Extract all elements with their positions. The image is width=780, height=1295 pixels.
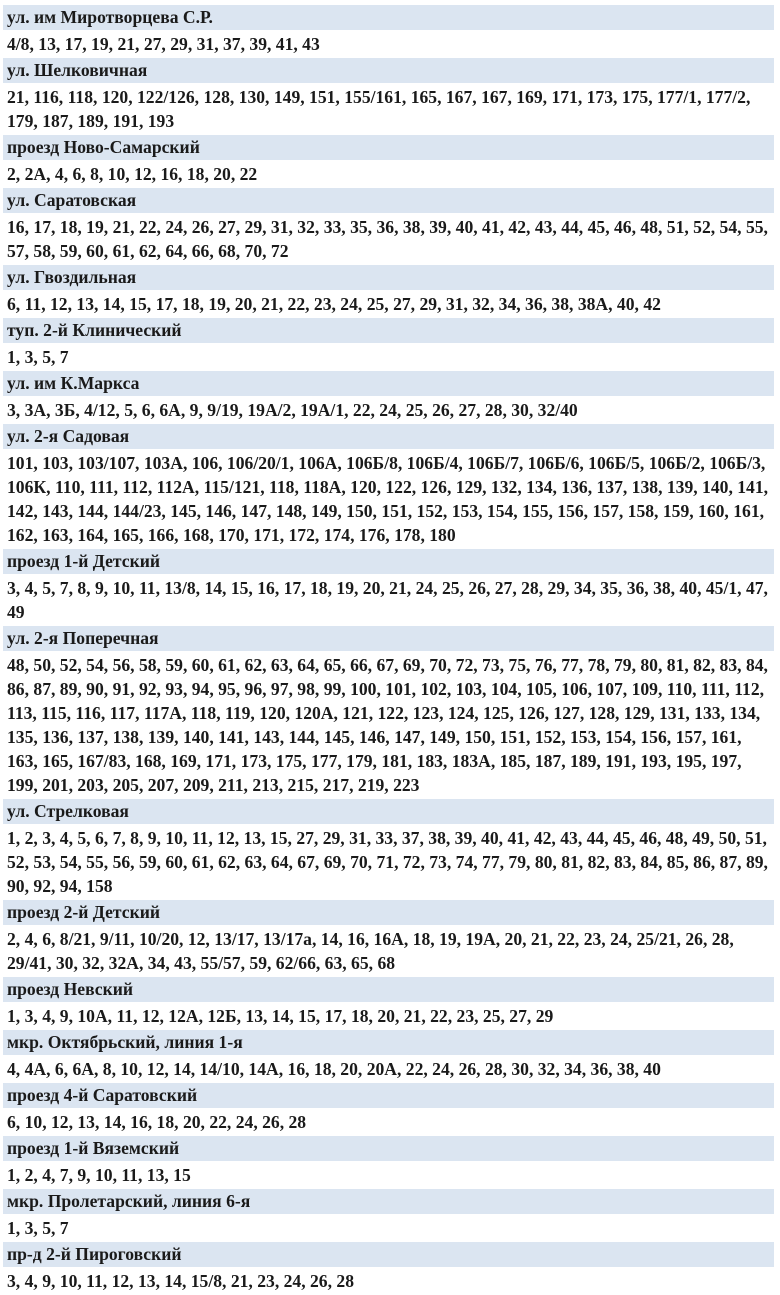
house-numbers-row <box>3 652 774 799</box>
house-numbers-row <box>3 575 774 626</box>
street-name-row <box>3 549 774 575</box>
street-name-row <box>3 799 774 825</box>
street-name: проезд 2-й Детский <box>3 900 774 926</box>
house-numbers: 48, 50, 52, 54, 56, 58, 59, 60, 61, 62, 63, 64, 65, 66, 67, 69, 70, 72, 73, 75, 76, 77, 78, 79, 80, 81, 82, 83, 84, 86, 87, 89, 90, 91, 92, 93, 94, 95, 96, 97, 98, 99, 100, 101, 102, 103, 104, 105, 106, 107, 109, 110, 111, 112, 113, 115, 116, 117, 117А, 118, 119, 120, 120А, 121, 122, 123, 124, 125, 126, 127, 128, 129, 131, 133, 134, 135, 136, 137, 138, 139, 140, 141, 143, 144, 145, 146, 147, 149, 150, 151, 152, 153, 154, 156, 157, 161, 163, 165, 167/83, 168, 169, 171, 173, 175, 177, 179, 181, 183, 183А, 185, 187, 189, 191, 193, 195, 197, 199, 201, 203, 205, 207, 209, 211, 213, 215, 217, 219, 223 <box>3 652 774 799</box>
street-name-row <box>3 135 774 161</box>
house-numbers-row <box>3 1056 774 1083</box>
street-name: проезд 4-й Саратовский <box>3 1083 774 1109</box>
street-name-row <box>3 900 774 926</box>
street-name: пр-д 2-й Пироговский <box>3 1242 774 1268</box>
street-name-row <box>3 265 774 291</box>
house-numbers-row <box>3 1268 774 1295</box>
house-numbers: 2, 4, 6, 8/21, 9/11, 10/20, 12, 13/17, 13/17а, 14, 16, 16А, 18, 19, 19А, 20, 21, 22, 23, 24, 25/21, 26, 28, 29/41, 30, 32, 32А, 34, 43, 55/57, 59, 62/66, 63, 65, 68 <box>3 926 774 977</box>
house-numbers: 3, 3А, 3Б, 4/12, 5, 6, 6А, 9, 9/19, 19А/2, 19А/1, 22, 24, 25, 26, 27, 28, 30, 32/40 <box>3 397 774 424</box>
house-numbers: 1, 3, 4, 9, 10А, 11, 12, 12А, 12Б, 13, 14, 15, 17, 18, 20, 21, 22, 23, 25, 27, 29 <box>3 1003 774 1030</box>
house-numbers: 1, 2, 4, 7, 9, 10, 11, 13, 15 <box>3 1162 774 1189</box>
house-numbers-row <box>3 84 774 135</box>
street-name: ул. Гвоздильная <box>3 265 774 291</box>
house-numbers-row <box>3 450 774 549</box>
street-name: ул. Саратовская <box>3 188 774 214</box>
house-numbers-row <box>3 1162 774 1189</box>
house-numbers-row <box>3 1109 774 1136</box>
house-numbers-row <box>3 1215 774 1242</box>
street-name: туп. 2-й Клинический <box>3 318 774 344</box>
street-name: проезд 1-й Детский <box>3 549 774 575</box>
house-numbers: 101, 103, 103/107, 103А, 106, 106/20/1, 106А, 106Б/8, 106Б/4, 106Б/7, 106Б/6, 106Б/5, 106Б/2, 106Б/3, 106К, 110, 111, 112, 112А, 115/121, 118, 118А, 120, 122, 126, 129, 132, 134, 136, 137, 138, 139, 140, 141, 142, 143, 144, 144/23, 145, 146, 147, 148, 149, 150, 151, 152, 153, 154, 155, 156, 157, 158, 159, 160, 161, 162, 163, 164, 165, 166, 168, 170, 171, 172, 174, 176, 178, 180 <box>3 450 774 549</box>
street-name-row <box>3 1136 774 1162</box>
street-name-row <box>3 424 774 450</box>
house-numbers: 6, 11, 12, 13, 14, 15, 17, 18, 19, 20, 21, 22, 23, 24, 25, 27, 29, 31, 32, 34, 36, 38, 38А, 40, 42 <box>3 291 774 318</box>
house-numbers-row <box>3 31 774 58</box>
house-numbers: 1, 2, 3, 4, 5, 6, 7, 8, 9, 10, 11, 12, 13, 15, 27, 29, 31, 33, 37, 38, 39, 40, 41, 42, 43, 44, 45, 46, 48, 49, 50, 51, 52, 53, 54, 55, 56, 59, 60, 61, 62, 63, 64, 67, 69, 70, 71, 72, 73, 74, 77, 79, 80, 81, 82, 83, 84, 85, 86, 87, 89, 90, 92, 94, 158 <box>3 825 774 900</box>
house-numbers: 21, 116, 118, 120, 122/126, 128, 130, 149, 151, 155/161, 165, 167, 167, 169, 171, 173, 175, 177/1, 177/2, 179, 187, 189, 191, 193 <box>3 84 774 135</box>
street-name: проезд 1-й Вяземский <box>3 1136 774 1162</box>
street-name-row <box>3 1083 774 1109</box>
street-name: мкр. Октябрьский, линия 1-я <box>3 1030 774 1056</box>
house-numbers-row <box>3 397 774 424</box>
house-numbers-row <box>3 161 774 188</box>
house-numbers: 1, 3, 5, 7 <box>3 344 774 371</box>
street-name: проезд Ново-Самарский <box>3 135 774 161</box>
street-name-row <box>3 977 774 1003</box>
street-name: ул. Стрелковая <box>3 799 774 825</box>
house-numbers-row <box>3 825 774 900</box>
house-numbers-row <box>3 1003 774 1030</box>
house-numbers: 4/8, 13, 17, 19, 21, 27, 29, 31, 37, 39, 41, 43 <box>3 31 774 58</box>
street-name-row <box>3 1030 774 1056</box>
street-name-row <box>3 5 774 31</box>
address-table <box>3 4 774 1295</box>
street-name: ул. 2-я Садовая <box>3 424 774 450</box>
house-numbers-row <box>3 926 774 977</box>
house-numbers-row <box>3 214 774 265</box>
street-name-row <box>3 371 774 397</box>
house-numbers: 16, 17, 18, 19, 21, 22, 24, 26, 27, 29, 31, 32, 33, 35, 36, 38, 39, 40, 41, 42, 43, 44, 45, 46, 48, 51, 52, 54, 55, 57, 58, 59, 60, 61, 62, 64, 66, 68, 70, 72 <box>3 214 774 265</box>
street-name-row <box>3 1242 774 1268</box>
street-name-row <box>3 188 774 214</box>
street-name-row <box>3 58 774 84</box>
street-name-row <box>3 1189 774 1215</box>
street-name: мкр. Пролетарский, линия 6-я <box>3 1189 774 1215</box>
street-name: ул. им Миротворцева С.Р. <box>3 5 774 31</box>
house-numbers: 6, 10, 12, 13, 14, 16, 18, 20, 22, 24, 26, 28 <box>3 1109 774 1136</box>
street-name: проезд Невский <box>3 977 774 1003</box>
house-numbers: 1, 3, 5, 7 <box>3 1215 774 1242</box>
house-numbers: 3, 4, 9, 10, 11, 12, 13, 14, 15/8, 21, 23, 24, 26, 28 <box>3 1268 774 1295</box>
house-numbers-row <box>3 291 774 318</box>
house-numbers: 2, 2А, 4, 6, 8, 10, 12, 16, 18, 20, 22 <box>3 161 774 188</box>
street-name-row <box>3 318 774 344</box>
house-numbers: 3, 4, 5, 7, 8, 9, 10, 11, 13/8, 14, 15, 16, 17, 18, 19, 20, 21, 24, 25, 26, 27, 28, 29, 34, 35, 36, 38, 40, 45/1, 47, 49 <box>3 575 774 626</box>
street-name-row <box>3 626 774 652</box>
street-name: ул. Шелковичная <box>3 58 774 84</box>
street-name: ул. 2-я Поперечная <box>3 626 774 652</box>
street-name: ул. им К.Маркса <box>3 371 774 397</box>
house-numbers-row <box>3 344 774 371</box>
house-numbers: 4, 4А, 6, 6А, 8, 10, 12, 14, 14/10, 14А, 16, 18, 20, 20А, 22, 24, 26, 28, 30, 32, 34, 36, 38, 40 <box>3 1056 774 1083</box>
